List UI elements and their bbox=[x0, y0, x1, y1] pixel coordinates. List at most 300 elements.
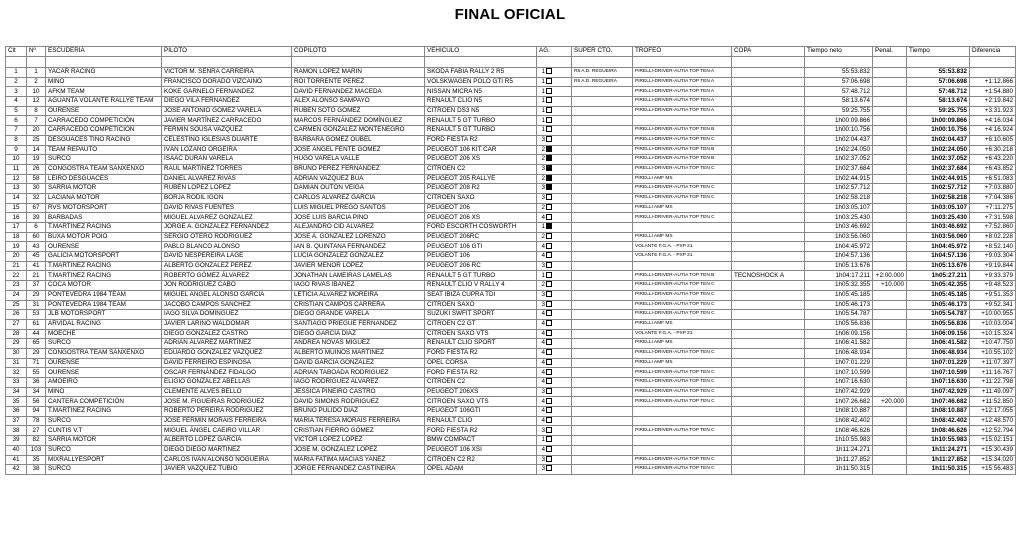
cell-tiempo-neto: 1h03:05.107 bbox=[805, 203, 873, 213]
cell-vehiculo: RENAULT CLIO SPORT bbox=[425, 339, 537, 349]
ag-group-number: 3 bbox=[541, 300, 545, 308]
cell-piloto: EDUARDO GONZALEZ VAZQUEZ bbox=[162, 348, 292, 358]
cell-tiempo-neto: 1h00:09.866 bbox=[805, 116, 873, 126]
ag-group-number: 1 bbox=[541, 87, 545, 95]
cell-piloto: CLEMENTE ALVES BELLO bbox=[162, 387, 292, 397]
cell-num: 7 bbox=[27, 116, 46, 126]
cell-tiempo: 1h02:37.684 bbox=[907, 164, 970, 174]
cell-super-cto bbox=[572, 426, 633, 436]
table-row bbox=[6, 387, 1016, 397]
cell-copiloto: JOSÉ ÁNGEL FENTE GÓMEZ bbox=[292, 145, 425, 155]
cell-tiempo-neto: 1h02:58.218 bbox=[805, 193, 873, 203]
cell-tiempo: 1h07:42.929 bbox=[907, 387, 970, 397]
cell-copiloto: BRUNO PEREZ FERNÁNDEZ bbox=[292, 164, 425, 174]
cell-num: 26 bbox=[27, 164, 46, 174]
table-row bbox=[6, 203, 1016, 213]
cell-copiloto: ROI TORRENTE PEREZ bbox=[292, 77, 425, 87]
cell-copiloto: DIEGO GRANDE VARELA bbox=[292, 310, 425, 320]
cell-penal bbox=[873, 184, 907, 194]
cell-tiempo-neto: 1h00:10.756 bbox=[805, 126, 873, 136]
cell-tiempo: 1h03:25.430 bbox=[907, 213, 970, 223]
cell-super-cto bbox=[572, 193, 633, 203]
cell-clt: 2 bbox=[6, 77, 27, 87]
cell-ag bbox=[537, 174, 572, 184]
cell-tiempo-neto: 1h11:50.315 bbox=[805, 465, 873, 475]
cell-copiloto: ADRIAN TABOADA RODRIGUEZ bbox=[292, 368, 425, 378]
col-header-super-cto: SUPER CTO. bbox=[572, 47, 633, 57]
cell-piloto: JACOBO CAMPOS SANCHEZ bbox=[162, 300, 292, 310]
cell-clt: 6 bbox=[6, 116, 27, 126]
cell-diferencia: +3:31.923 bbox=[970, 106, 1016, 116]
table-row bbox=[6, 193, 1016, 203]
ag-group-number: 2 bbox=[541, 232, 545, 240]
cell-diferencia: +9:03.304 bbox=[970, 252, 1016, 262]
cell-num: 43 bbox=[27, 242, 46, 252]
cell-escuderia: OURENSE bbox=[46, 358, 162, 368]
cell-escuderia: CARRACEDO COMPETICIÓN bbox=[46, 116, 162, 126]
table-row bbox=[6, 455, 1016, 465]
cell-copa bbox=[732, 261, 805, 271]
cell-vehiculo: PEUGEOT 208 R2 bbox=[425, 184, 537, 194]
cell-super-cto bbox=[572, 155, 633, 165]
cell-piloto: DANIEL ALVAREZ RIVAS bbox=[162, 174, 292, 184]
cell-diferencia: +1:12.866 bbox=[970, 77, 1016, 87]
cell-num: 37 bbox=[27, 281, 46, 291]
cell-escuderia: SURCO bbox=[46, 339, 162, 349]
cell-penal bbox=[873, 290, 907, 300]
cell-trofeo: VOLANTE F.G.A. - PXP 21 bbox=[633, 329, 732, 339]
cell-super-cto bbox=[572, 407, 633, 417]
cell-piloto: FRANCISCO DORADO VIZCAINO bbox=[162, 77, 292, 87]
cell-diferencia: +11:52.850 bbox=[970, 397, 1016, 407]
cell-vehiculo: PEUGEOT 206 RC bbox=[425, 261, 537, 271]
cell-ag bbox=[537, 465, 572, 475]
cell-super-cto bbox=[572, 164, 633, 174]
table-row bbox=[6, 155, 1016, 165]
cell-clt: 36 bbox=[6, 407, 27, 417]
ag-class-badge-icon bbox=[546, 136, 552, 142]
cell-diferencia: +10:15.324 bbox=[970, 329, 1016, 339]
cell-tiempo: 1h06:41.582 bbox=[907, 339, 970, 349]
cell-copiloto: IAGO RIVAS IBAÑEZ bbox=[292, 281, 425, 291]
cell-diferencia: +12:17.055 bbox=[970, 407, 1016, 417]
cell-penal bbox=[873, 213, 907, 223]
table-row bbox=[6, 339, 1016, 349]
cell-tiempo: 1h02:37.052 bbox=[907, 155, 970, 165]
cell-num: 39 bbox=[27, 213, 46, 223]
cell-clt: 25 bbox=[6, 300, 27, 310]
cell-penal bbox=[873, 97, 907, 107]
cell-tiempo: 1h07:46.682 bbox=[907, 397, 970, 407]
cell-vehiculo: OPEL ADAM bbox=[425, 465, 537, 475]
cell-piloto: JON RODRIGUEZ CABO bbox=[162, 281, 292, 291]
cell-copa bbox=[732, 223, 805, 233]
cell-copa bbox=[732, 97, 805, 107]
table-row bbox=[6, 368, 1016, 378]
ag-class-badge-icon bbox=[546, 165, 552, 171]
results-table bbox=[5, 46, 1016, 475]
cell-trofeo: VOLANTE F.G.A. - PXP 21 bbox=[633, 242, 732, 252]
ag-group-number: 1 bbox=[541, 116, 545, 124]
col-header-tiempo-neto: Tiempo neto bbox=[805, 47, 873, 57]
cell-penal bbox=[873, 203, 907, 213]
cell-num: 65 bbox=[27, 339, 46, 349]
cell-diferencia: +6:43.852 bbox=[970, 164, 1016, 174]
cell-super-cto bbox=[572, 223, 633, 233]
cell-super-cto bbox=[572, 416, 633, 426]
cell-copa: TECNOSHOCK A bbox=[732, 271, 805, 281]
cell-clt: 15 bbox=[6, 203, 27, 213]
cell-num: 12 bbox=[27, 97, 46, 107]
cell-vehiculo: NISSAN MICRA N5 bbox=[425, 87, 537, 97]
cell-num: 82 bbox=[27, 436, 46, 446]
cell-penal bbox=[873, 252, 907, 262]
cell-piloto: ELIGIO GONZÁLEZ ABELLÁS bbox=[162, 378, 292, 388]
cell-tiempo: 1h03:46.692 bbox=[907, 223, 970, 233]
cell-diferencia: +9:52.341 bbox=[970, 300, 1016, 310]
cell-vehiculo: PEUGEOT 206 XS bbox=[425, 213, 537, 223]
ag-class-badge-icon bbox=[546, 233, 552, 239]
cell-num: 8 bbox=[27, 106, 46, 116]
cell-ag bbox=[537, 339, 572, 349]
cell-diferencia: +9:33.379 bbox=[970, 271, 1016, 281]
cell-num: 78 bbox=[27, 416, 46, 426]
cell-ag bbox=[537, 126, 572, 136]
cell-piloto: ROBERTO PEREIRA RODRIGUEZ bbox=[162, 407, 292, 417]
cell-tiempo: 1h02:57.712 bbox=[907, 184, 970, 194]
cell-copiloto: RAMON LOPEZ MARIN bbox=[292, 68, 425, 78]
cell-diferencia: +4:16.924 bbox=[970, 126, 1016, 136]
cell-vehiculo: CITROEN C2 GT bbox=[425, 319, 537, 329]
table-row bbox=[6, 97, 1016, 107]
cell-diferencia: +8:52.140 bbox=[970, 242, 1016, 252]
cell-tiempo-neto: 1h08:10.887 bbox=[805, 407, 873, 417]
table-row bbox=[6, 126, 1016, 136]
cell-trofeo: PIRELLI-DRIVER-AUTIA TOP TEN C bbox=[633, 368, 732, 378]
cell-clt: 19 bbox=[6, 242, 27, 252]
table-row bbox=[6, 290, 1016, 300]
cell-vehiculo: RENAULT CLIO N5 bbox=[425, 97, 537, 107]
ag-class-badge-icon bbox=[546, 194, 552, 200]
cell-vehiculo: CITROEN C2 bbox=[425, 378, 537, 388]
ag-class-badge-icon bbox=[546, 88, 552, 94]
cell-vehiculo: SUZUKI SWFIT SPORT bbox=[425, 310, 537, 320]
cell-tiempo-neto: 1h06:41.582 bbox=[805, 339, 873, 349]
cell-clt: 14 bbox=[6, 193, 27, 203]
cell-clt: 9 bbox=[6, 145, 27, 155]
cell-tiempo-neto: 1h11:24.271 bbox=[805, 445, 873, 455]
cell-copiloto: ÁLEX ALONSO SAMPAYO bbox=[292, 97, 425, 107]
cell-copiloto: ALEJANDRO CID ÁLVAREZ bbox=[292, 223, 425, 233]
cell-super-cto bbox=[572, 203, 633, 213]
cell-copiloto: VÍCTOR LÓPEZ LÓPEZ bbox=[292, 436, 425, 446]
cell-clt: 33 bbox=[6, 378, 27, 388]
ag-group-number: 4 bbox=[541, 358, 545, 366]
cell-trofeo: PIRELLI AMF MS bbox=[633, 203, 732, 213]
cell-tiempo: 1h11:50.315 bbox=[907, 465, 970, 475]
cell-tiempo-neto: 1h03:46.692 bbox=[805, 223, 873, 233]
ag-group-number: 3 bbox=[541, 291, 545, 299]
cell-diferencia: +15:34.020 bbox=[970, 455, 1016, 465]
cell-piloto: JAVIER VAZQUEZ TUBIO bbox=[162, 465, 292, 475]
ag-class-badge-icon bbox=[546, 446, 552, 452]
cell-ag bbox=[537, 319, 572, 329]
cell-copa bbox=[732, 135, 805, 145]
cell-trofeo: PIRELLI-DRIVER-AUTIA TOP TEN B bbox=[633, 155, 732, 165]
cell-penal bbox=[873, 242, 907, 252]
cell-copa bbox=[732, 416, 805, 426]
cell-piloto: JOSÉ FERMÍN MORAIS FERREIRA bbox=[162, 416, 292, 426]
cell-penal: +2:00.000 bbox=[873, 271, 907, 281]
cell-penal bbox=[873, 378, 907, 388]
ag-group-number: 3 bbox=[541, 387, 545, 395]
cell-piloto: DAVID RIVAS FUENTES bbox=[162, 203, 292, 213]
cell-clt: 27 bbox=[6, 319, 27, 329]
cell-super-cto bbox=[572, 300, 633, 310]
cell-ag bbox=[537, 445, 572, 455]
cell-ag bbox=[537, 145, 572, 155]
cell-copa bbox=[732, 155, 805, 165]
page-title: FINAL OFICIAL bbox=[454, 6, 566, 23]
cell-tiempo-neto: 1h07:42.929 bbox=[805, 387, 873, 397]
cell-piloto: JORGE A. GONZÁLEZ FERNÁNDEZ bbox=[162, 223, 292, 233]
cell-penal bbox=[873, 223, 907, 233]
cell-piloto: JOSE ANTONIO GÓMEZ VARELA bbox=[162, 106, 292, 116]
cell-ag bbox=[537, 106, 572, 116]
cell-clt: 39 bbox=[6, 436, 27, 446]
cell-escuderia: OURENSE bbox=[46, 242, 162, 252]
cell-penal bbox=[873, 329, 907, 339]
cell-vehiculo: CITROEN C2 bbox=[425, 164, 537, 174]
cell-clt: 34 bbox=[6, 387, 27, 397]
cell-super-cto bbox=[572, 397, 633, 407]
cell-diferencia: +7:03.880 bbox=[970, 184, 1016, 194]
cell-num: 29 bbox=[27, 290, 46, 300]
ag-group-number: 2 bbox=[541, 155, 545, 163]
cell-escuderia: PONTEVEDRA 1984 TEAM bbox=[46, 300, 162, 310]
cell-num: 53 bbox=[27, 310, 46, 320]
cell-clt: 42 bbox=[6, 465, 27, 475]
col-header-penal: Penal. bbox=[873, 47, 907, 57]
ag-group-number: 3 bbox=[541, 194, 545, 202]
cell-escuderia: JLB MOTORSPORT bbox=[46, 310, 162, 320]
cell-copa bbox=[732, 77, 805, 87]
cell-escuderia: T.MARTINEZ RACING bbox=[46, 407, 162, 417]
cell-copiloto: HUGO VARELA VALLE bbox=[292, 155, 425, 165]
cell-penal bbox=[873, 164, 907, 174]
cell-copiloto: DAVID SIMONS RODRIGUEZ bbox=[292, 397, 425, 407]
cell-tiempo-neto: 1h02:04.437 bbox=[805, 135, 873, 145]
cell-ag bbox=[537, 378, 572, 388]
cell-tiempo-neto: 1h02:44.915 bbox=[805, 174, 873, 184]
cell-vehiculo: RENAULT 5 GT TURBO bbox=[425, 116, 537, 126]
ag-group-number: 4 bbox=[541, 416, 545, 424]
cell-copa bbox=[732, 232, 805, 242]
table-row bbox=[6, 232, 1016, 242]
ag-class-badge-icon bbox=[546, 291, 552, 297]
cell-copa bbox=[732, 106, 805, 116]
cell-tiempo-neto: 58:13.674 bbox=[805, 97, 873, 107]
cell-penal bbox=[873, 416, 907, 426]
col-header-tiempo: Tiempo bbox=[907, 47, 970, 57]
cell-trofeo: PIRELLI-DRIVER-AUTIA TOP TEN C bbox=[633, 348, 732, 358]
cell-ag bbox=[537, 281, 572, 291]
cell-ag bbox=[537, 310, 572, 320]
ag-group-number: 4 bbox=[541, 252, 545, 260]
cell-num: 35 bbox=[27, 455, 46, 465]
cell-vehiculo: PEUGEOT 106 bbox=[425, 252, 537, 262]
cell-super-cto bbox=[572, 97, 633, 107]
cell-escuderia: T.MARTINEZ RACING bbox=[46, 271, 162, 281]
cell-copiloto: MARÍA TERESA MORAIS FERREIRA bbox=[292, 416, 425, 426]
ag-group-number: 1 bbox=[541, 126, 545, 134]
cell-escuderia: ARVIDAL RACING bbox=[46, 319, 162, 329]
cell-num: 2 bbox=[27, 77, 46, 87]
cell-ag bbox=[537, 68, 572, 78]
cell-diferencia: +7:31.598 bbox=[970, 213, 1016, 223]
cell-trofeo: PIRELLI-DRIVER-AUTIA TOP TEN B bbox=[633, 126, 732, 136]
cell-copa bbox=[732, 252, 805, 262]
cell-num: 6 bbox=[27, 223, 46, 233]
cell-num: 20 bbox=[27, 126, 46, 136]
cell-diferencia: +15:02.151 bbox=[970, 436, 1016, 446]
cell-tiempo-neto: 1h07:16.630 bbox=[805, 378, 873, 388]
cell-copiloto: CARLOS ÁLVAREZ GARCÍA bbox=[292, 193, 425, 203]
cell-tiempo-neto: 1h07:01.229 bbox=[805, 358, 873, 368]
cell-copa bbox=[732, 378, 805, 388]
cell-copiloto: BARBARA GÓMEZ OUBEL bbox=[292, 135, 425, 145]
cell-copiloto: ALBERTO MUIÑOS MARTINEZ bbox=[292, 348, 425, 358]
cell-super-cto bbox=[572, 126, 633, 136]
cell-piloto: JAVIER MARTÍNEZ CARRACEDO bbox=[162, 116, 292, 126]
cell-clt: 30 bbox=[6, 348, 27, 358]
cell-num: 67 bbox=[27, 203, 46, 213]
cell-escuderia: SURCO bbox=[46, 155, 162, 165]
cell-tiempo-neto: 1h08:46.626 bbox=[805, 426, 873, 436]
table-row bbox=[6, 145, 1016, 155]
cell-escuderia: OURENSE bbox=[46, 368, 162, 378]
cell-piloto: ALBERTO LÓPEZ GARCÍA bbox=[162, 436, 292, 446]
cell-penal bbox=[873, 261, 907, 271]
ag-class-badge-icon bbox=[546, 243, 552, 249]
cell-super-cto bbox=[572, 242, 633, 252]
col-header-trofeo: TROFEO bbox=[633, 47, 732, 57]
cell-copa bbox=[732, 455, 805, 465]
cell-copa bbox=[732, 193, 805, 203]
cell-ag bbox=[537, 407, 572, 417]
cell-penal bbox=[873, 387, 907, 397]
cell-vehiculo: FORD FIESTA R2 bbox=[425, 426, 537, 436]
cell-copiloto: JOSE A. GONZALEZ LORENZO bbox=[292, 232, 425, 242]
ag-class-badge-icon bbox=[546, 184, 552, 190]
cell-piloto: DIEGO VILA FERNANDEZ bbox=[162, 97, 292, 107]
cell-clt: 38 bbox=[6, 426, 27, 436]
cell-tiempo-neto: 1h07:26.682 bbox=[805, 397, 873, 407]
cell-vehiculo: VOLSKWAGEN POLO GTI R5 bbox=[425, 77, 537, 87]
ag-class-badge-icon bbox=[546, 272, 552, 278]
cell-diferencia: +15:30.439 bbox=[970, 445, 1016, 455]
cell-tiempo: 1h05:56.836 bbox=[907, 319, 970, 329]
cell-ag bbox=[537, 368, 572, 378]
cell-tiempo-neto: 59:25.755 bbox=[805, 106, 873, 116]
cell-tiempo: 1h05:54.787 bbox=[907, 310, 970, 320]
cell-tiempo: 1h06:48.934 bbox=[907, 348, 970, 358]
ag-group-number: 2 bbox=[541, 145, 545, 153]
cell-piloto: FERMIN SOUSA VAZQUEZ bbox=[162, 126, 292, 136]
spacer-cell bbox=[970, 57, 1016, 68]
cell-ag bbox=[537, 155, 572, 165]
ag-class-badge-icon bbox=[546, 349, 552, 355]
cell-tiempo-neto: 1h02:37.052 bbox=[805, 155, 873, 165]
cell-escuderia: CUNTIS V.T bbox=[46, 426, 162, 436]
cell-piloto: CARLOS IVAN ALONSO NOGUEIRA bbox=[162, 455, 292, 465]
cell-penal bbox=[873, 455, 907, 465]
cell-escuderia: AGUANTA VOLANTE RALLYE TEAM bbox=[46, 97, 162, 107]
cell-trofeo bbox=[633, 445, 732, 455]
cell-vehiculo: PEUGEOT 106 GTI bbox=[425, 242, 537, 252]
cell-tiempo: 1h00:10.756 bbox=[907, 126, 970, 136]
cell-tiempo-neto: 1h05:46.173 bbox=[805, 300, 873, 310]
cell-trofeo: PIRELLI-DRIVER-AUTIA TOP TEN C bbox=[633, 193, 732, 203]
cell-trofeo: PIRELLI-DRIVER-AUTIA TOP TEN B bbox=[633, 145, 732, 155]
cell-num: 45 bbox=[27, 252, 46, 262]
cell-tiempo-neto: 1h08:42.402 bbox=[805, 416, 873, 426]
cell-clt: 37 bbox=[6, 416, 27, 426]
cell-trofeo: PIRELLI-DRIVER-AUTIA TOP TEN C bbox=[633, 426, 732, 436]
cell-clt: 3 bbox=[6, 87, 27, 97]
cell-diferencia: +8:02.228 bbox=[970, 232, 1016, 242]
ag-class-badge-icon bbox=[546, 281, 552, 287]
cell-num: 56 bbox=[27, 397, 46, 407]
cell-piloto: ROBERTO GÓMEZ ÁLVAREZ bbox=[162, 271, 292, 281]
cell-num: 30 bbox=[27, 184, 46, 194]
cell-tiempo-neto: 1h10:55.983 bbox=[805, 436, 873, 446]
cell-clt: 18 bbox=[6, 232, 27, 242]
cell-diferencia: +10:00.955 bbox=[970, 310, 1016, 320]
cell-num: 21 bbox=[27, 271, 46, 281]
spacer-cell bbox=[6, 57, 27, 68]
cell-super-cto bbox=[572, 145, 633, 155]
spacer-cell bbox=[572, 57, 633, 68]
cell-ag bbox=[537, 193, 572, 203]
cell-copa bbox=[732, 436, 805, 446]
cell-tiempo-neto: 57:48.712 bbox=[805, 87, 873, 97]
cell-escuderia: CARRACEDO COMPETICIÓN bbox=[46, 126, 162, 136]
cell-num: 1 bbox=[27, 68, 46, 78]
cell-num: 14 bbox=[27, 145, 46, 155]
ag-group-number: 1 bbox=[541, 97, 545, 105]
cell-escuderia: LACIANA MOTOR bbox=[46, 193, 162, 203]
cell-piloto: ADRIÁN ÁLVAREZ MARTÍNEZ bbox=[162, 339, 292, 349]
cell-vehiculo: OPEL CORSA bbox=[425, 358, 537, 368]
cell-tiempo: 1h07:16.630 bbox=[907, 378, 970, 388]
cell-ag bbox=[537, 261, 572, 271]
ag-class-badge-icon bbox=[546, 301, 552, 307]
ag-class-badge-icon bbox=[546, 214, 552, 220]
ag-group-number: 1 bbox=[541, 223, 545, 231]
cell-tiempo: 1h02:24.050 bbox=[907, 145, 970, 155]
cell-tiempo: 57:06.698 bbox=[907, 77, 970, 87]
ag-group-number: 1 bbox=[541, 68, 545, 76]
cell-tiempo: 1h05:13.676 bbox=[907, 261, 970, 271]
cell-piloto: JOSE M. FIGUEIRAS RODRIGUEZ bbox=[162, 397, 292, 407]
cell-copa bbox=[732, 387, 805, 397]
cell-copa bbox=[732, 465, 805, 475]
cell-super-cto bbox=[572, 329, 633, 339]
spacer-cell bbox=[633, 57, 732, 68]
ag-group-number: 3 bbox=[541, 261, 545, 269]
cell-vehiculo: PEUGEOT 206RC bbox=[425, 232, 537, 242]
